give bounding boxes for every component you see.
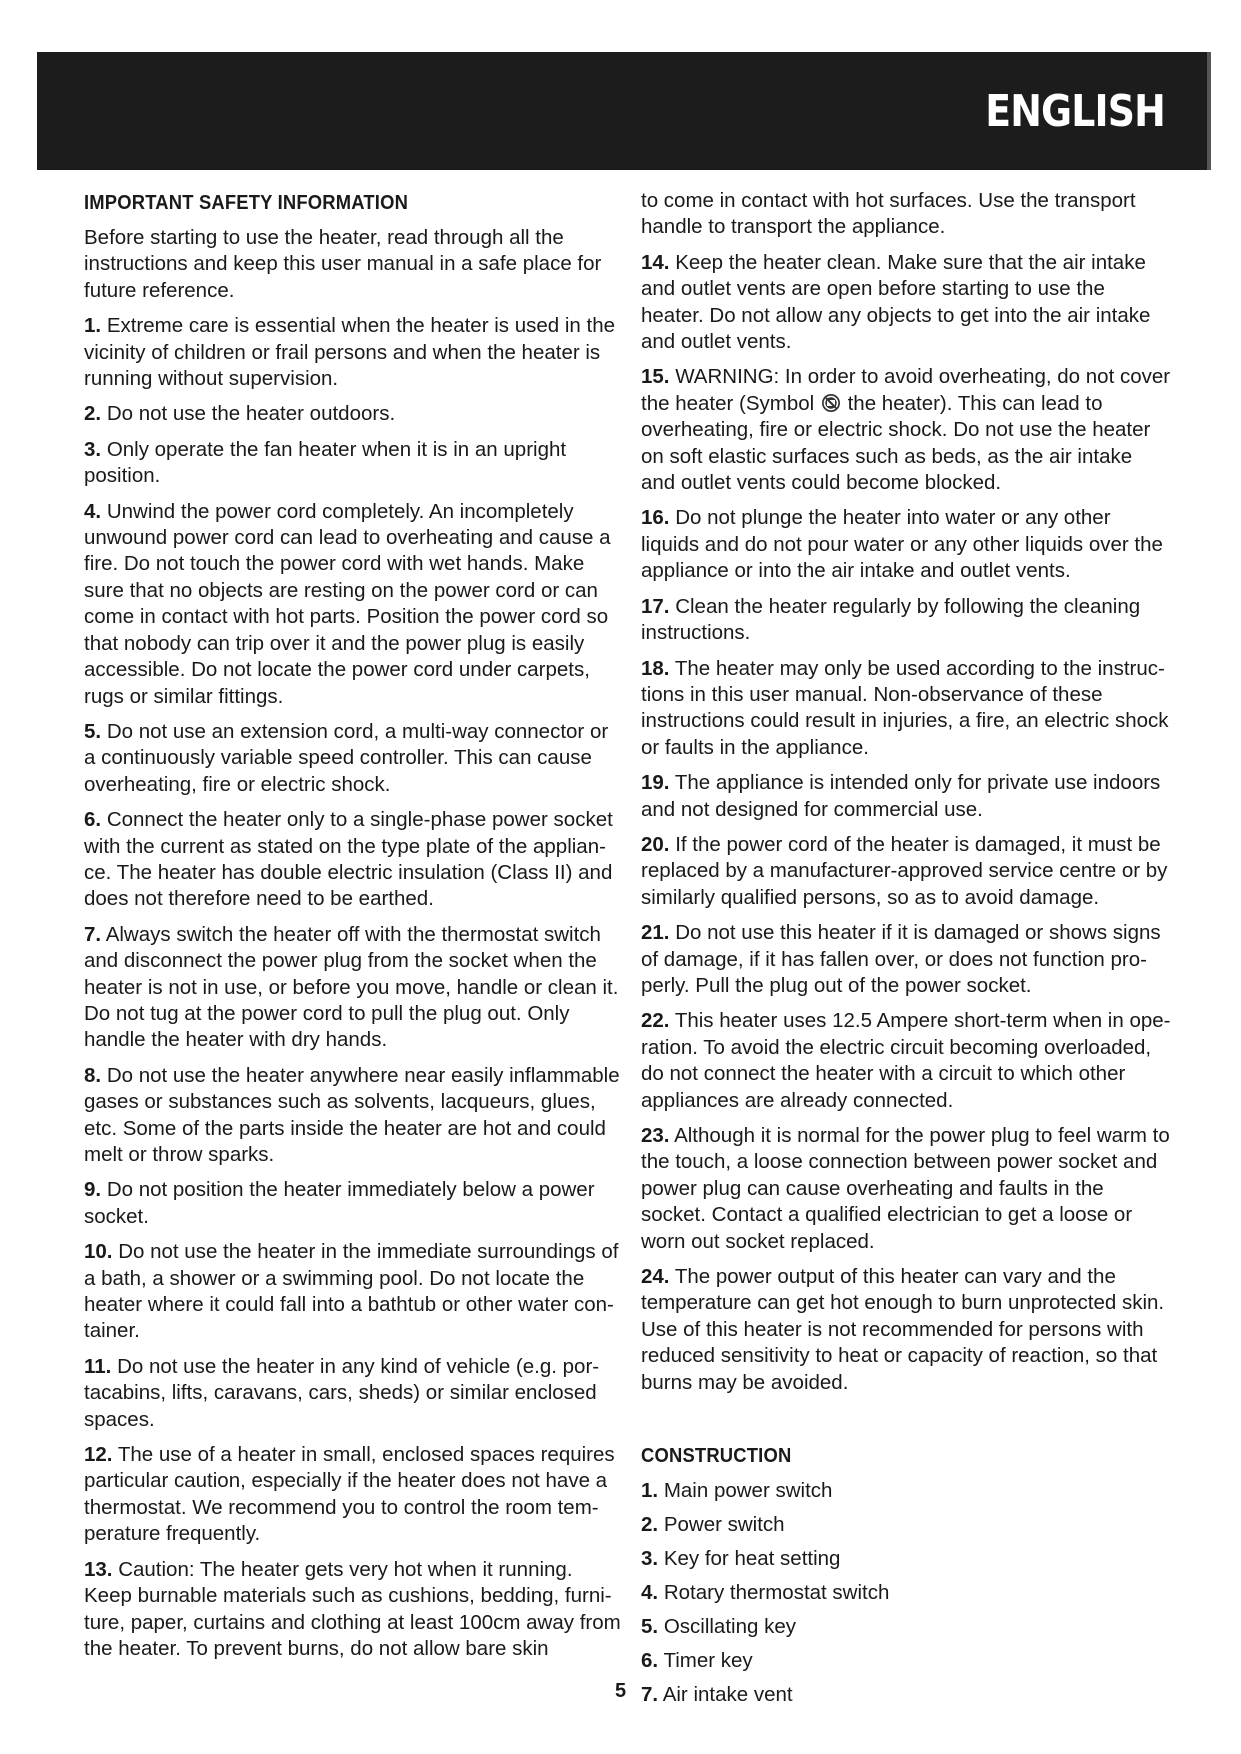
- item-text: Although it is normal for the power plug to feel warm to the touch, a loose connection between power socket and power plug can cause overheating and faults in the socket. Contact a qualified electrician to get a loose or worn out socket replaced.: [641, 1124, 1170, 1253]
- safety-intro: Before starting to use the heater, read through all the instructions and keep this user manual in a safe place for future reference.: [84, 226, 602, 302]
- item-text: Rotary thermostat switch: [663, 1581, 890, 1605]
- item-text: The heater may only be used according to the instruc-tions in this user manual. Non-observance of these instructions could result in injuries, a fire, an electric shock or faults in the appliance.: [641, 656, 1169, 759]
- item-text: Do not use the heater in any kind of vehicle (e.g. por-tacabins, lifts, caravans, cars, sheds) or similar enclosed spaces.: [84, 1354, 600, 1431]
- item-text: This heater uses 12.5 Ampere short-term when in ope-ration. To avoid the electric circuit becoming overloaded, do not connect the heater with a circuit to which other appliances are already connected.: [641, 1009, 1171, 1112]
- safety-item-11: [84, 1354, 624, 1433]
- item-text: Oscillating key: [663, 1615, 796, 1639]
- safety-item-3: [84, 437, 624, 490]
- construction-item-3: [641, 1546, 1171, 1572]
- safety-item-13-continued: to come in contact with hot surfaces. Use the transport handle to transport the appliance.: [641, 189, 1136, 239]
- safety-item-18: [641, 656, 1171, 762]
- item-text: Keep the heater clean. Make sure that the air intake and outlet vents are open before starting to use the heater. Do not allow any objects to get into the air intake and outlet vents.: [641, 250, 1151, 354]
- item-text: Connect the heater only to a single-phase power socket with the current as stated on the type plate of the applian-ce. The heater has double electric insulation (Class II) and does not therefore need to be earthed.: [84, 808, 613, 911]
- safety-item-4: [84, 499, 624, 710]
- item-number: 6.: [641, 1649, 659, 1673]
- item-text: Do not use an extension cord, a multi-way connector or a continuously variable speed controller. This can cause overheating, fire or electric shock.: [84, 719, 609, 796]
- item-number: 4.: [641, 1581, 659, 1605]
- item-number: 22.: [641, 1009, 670, 1033]
- item-number: 1.: [641, 1479, 659, 1503]
- item-number: 12.: [84, 1443, 113, 1467]
- item-text: Always switch the heater off with the thermostat switch and disconnect the power plug from the socket when the heater is not in use, or before you move, handle or clean it. Do not tug at the power cord to pull the plug out. Only handle the heater with dry hands.: [84, 922, 619, 1052]
- safety-item-17: [641, 594, 1171, 647]
- item-text: Timer key: [663, 1649, 753, 1673]
- item-text: Only operate the fan heater when it is in an upright position.: [84, 437, 567, 488]
- safety-item-24: [641, 1264, 1171, 1396]
- item-number: 1.: [84, 314, 102, 338]
- safety-item-20: [641, 832, 1171, 911]
- item-text: Key for heat setting: [663, 1547, 841, 1571]
- item-number: 14.: [641, 250, 670, 274]
- item-text: Do not position the heater immediately below a power socket.: [84, 1178, 595, 1228]
- item-text: Do not use this heater if it is damaged or shows signs of damage, if it has fallen over, or does not function pro-perly. Pull the plug out of the power socket.: [641, 921, 1161, 997]
- item-number: 24.: [641, 1265, 670, 1289]
- page-number: 5: [614, 1680, 627, 1702]
- safety-item-21: [641, 920, 1171, 999]
- item-text: The appliance is intended only for private use indoors and not designed for commercial use.: [641, 771, 1161, 821]
- language-title: ENGLISH: [985, 86, 1165, 137]
- safety-item-10: [84, 1239, 624, 1345]
- construction-item-2: [641, 1512, 1171, 1538]
- item-number: 10.: [84, 1240, 113, 1264]
- safety-item-22: [641, 1008, 1171, 1114]
- safety-item-9: [84, 1177, 624, 1230]
- item-number: 6.: [84, 808, 102, 832]
- safety-item-6: [84, 807, 624, 913]
- item-number: 5.: [84, 719, 102, 743]
- item-number: 20.: [641, 832, 670, 856]
- safety-item-8: [84, 1063, 624, 1169]
- item-number: 17.: [641, 594, 670, 618]
- safety-item-1: [84, 313, 624, 392]
- item-text: Do not use the heater in the immediate surroundings of a bath, a shower or a swimming pool. Do not locate the heater where it could fall into a bathtub or other water con-tainer.: [84, 1240, 619, 1343]
- safety-item-5: [84, 719, 624, 798]
- item-number: 9.: [84, 1178, 102, 1202]
- item-number: 2.: [84, 402, 102, 426]
- item-number: 19.: [641, 771, 670, 795]
- construction-item-1: [641, 1478, 1171, 1504]
- item-text: Unwind the power cord completely. An incompletely unwound power cord can lead to overheating and cause a fire. Do not touch the power cord with wet hands. Make sure that no objects are resting on the power cord or can come in contact with hot parts. Position the power cord so that nobody can trip over it and the power plug is easily accessible. Do not locate the power cord under carpets, rugs or similar fittings.: [84, 499, 611, 708]
- item-number: 16.: [641, 506, 670, 530]
- item-number: 11.: [84, 1354, 112, 1378]
- item-text-before-symbol: WARNING: In order to avoid overheating, do not cover the heater (Symbol: [641, 365, 1171, 415]
- item-text: The power output of this heater can vary and the temperature can get hot enough to burn unprotected skin. Use of this heater is not recommended for persons with reduced sensitivity to heat or capacity of reaction, so that burns may be avoided.: [641, 1265, 1165, 1394]
- item-text: If the power cord of the heater is damaged, it must be replaced by a manufacturer-approved service centre or by similarly qualified persons, so as to avoid damage.: [641, 832, 1168, 909]
- safety-section-title: IMPORTANT SAFETY INFORMATION: [84, 192, 409, 214]
- item-number: 13.: [84, 1557, 113, 1581]
- item-number: 5.: [641, 1615, 659, 1639]
- item-number: 21.: [641, 921, 670, 945]
- construction-item-6: [641, 1648, 1171, 1674]
- item-text: Do not plunge the heater into water or any other liquids and do not pour water or any other liquids over the appliance or into the air intake and outlet vents.: [641, 506, 1163, 583]
- item-number: 8.: [84, 1063, 102, 1087]
- item-number: 3.: [641, 1547, 659, 1571]
- item-number: 7.: [641, 1683, 659, 1707]
- safety-item-14: [641, 250, 1171, 356]
- item-number: 2.: [641, 1513, 659, 1537]
- safety-item-16: [641, 505, 1171, 584]
- item-text: The use of a heater in small, enclosed spaces requires particular caution, especially if the heater does not have a thermostat. We recommend you to control the room tem-perature frequently.: [84, 1443, 615, 1546]
- header-bar: [37, 52, 1211, 170]
- construction-section-title: CONSTRUCTION: [641, 1445, 792, 1468]
- item-text: Extreme care is essential when the heater is used in the vicinity of children or frail persons and when the heater is running without supervision.: [84, 314, 616, 391]
- right-column: [641, 188, 1171, 1716]
- item-number: 18.: [641, 656, 670, 680]
- safety-item-13: [84, 1557, 624, 1663]
- item-text: Main power switch: [663, 1479, 833, 1503]
- left-column: [84, 188, 624, 1671]
- item-text: Do not use the heater outdoors.: [106, 402, 396, 426]
- item-number: 3.: [84, 437, 102, 461]
- construction-item-4: [641, 1580, 1171, 1606]
- item-number: 15.: [641, 365, 670, 389]
- construction-item-5: [641, 1614, 1171, 1640]
- item-number: 7.: [84, 922, 102, 946]
- safety-item-12: [84, 1442, 624, 1548]
- item-text: Air intake vent: [662, 1683, 793, 1707]
- item-text: Caution: The heater gets very hot when it running. Keep burnable materials such as cushions, bedding, furni-ture, paper, curtains and clothing at least 100cm away from the heater. To prevent burns, do not allow bare skin: [84, 1557, 621, 1660]
- safety-item-15: [641, 364, 1171, 496]
- safety-item-23: [641, 1123, 1171, 1255]
- safety-item-19: [641, 770, 1171, 823]
- item-text: Clean the heater regularly by following the cleaning instructions.: [641, 594, 1141, 645]
- item-number: 4.: [84, 499, 102, 523]
- safety-item-7: [84, 922, 624, 1054]
- item-text: Do not use the heater anywhere near easily inflammable gases or substances such as solvents, lacqueurs, glues, etc. Some of the parts inside the heater are hot and could melt or throw sparks.: [84, 1063, 620, 1166]
- item-text: Power switch: [663, 1513, 785, 1537]
- item-text-after-symbol: the heater). This can lead to overheating, fire or electric shock. Do not use the heater on soft elastic surfaces such as beds, as the air intake and outlet vents could become blocked.: [641, 391, 1151, 495]
- do-not-cover-icon: [821, 393, 841, 413]
- item-number: 23.: [641, 1124, 670, 1147]
- safety-item-2: [84, 401, 624, 427]
- section-spacer: [641, 1405, 1171, 1441]
